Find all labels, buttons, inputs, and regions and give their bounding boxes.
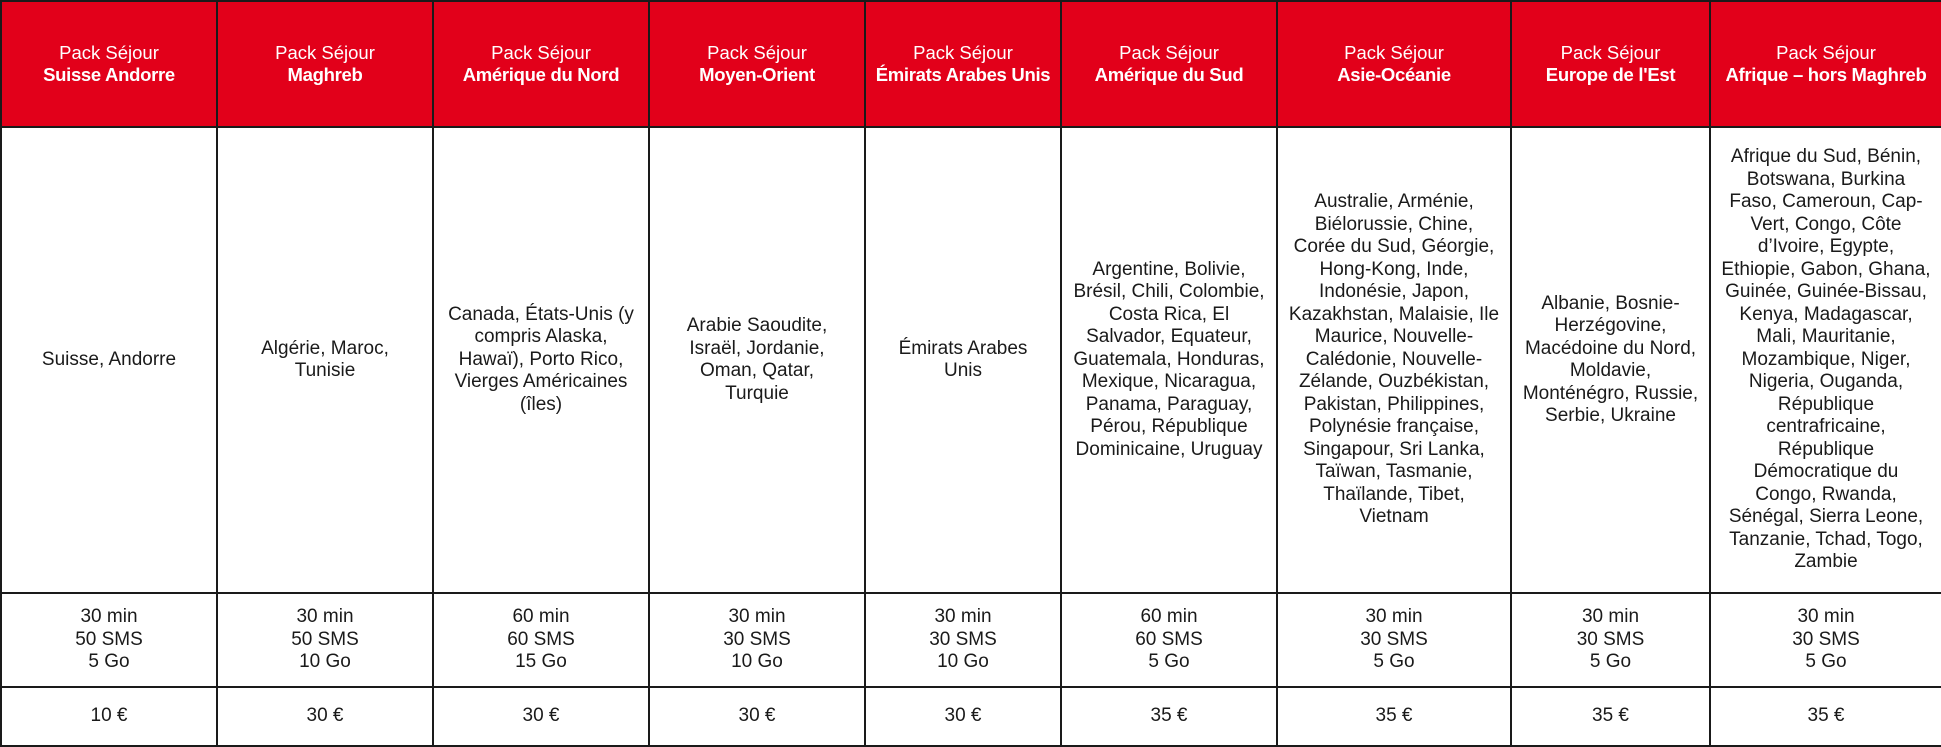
pack-label: Pack Séjour xyxy=(1776,42,1876,63)
minutes-value: 30 min xyxy=(80,606,138,628)
allowance-cell xyxy=(1,593,217,687)
sms-value: 30 SMS xyxy=(929,628,997,650)
minutes-value: 30 min xyxy=(1365,606,1423,628)
allowance-row xyxy=(1,593,1941,687)
allowance-cell xyxy=(1710,593,1941,687)
header-suisse-andorre xyxy=(1,1,217,127)
sms-value: 50 SMS xyxy=(291,628,359,650)
minutes-value: 60 min xyxy=(512,606,570,628)
sms-value: 30 SMS xyxy=(1792,628,1860,650)
allowance-cell xyxy=(217,593,433,687)
allowance-cell xyxy=(649,593,865,687)
pack-name: Moyen-Orient xyxy=(699,64,815,85)
countries-cell: Arabie Saoudite, Israël, Jordanie, Oman, Qatar, Turquie xyxy=(649,127,865,593)
sms-value: 30 SMS xyxy=(1576,628,1645,650)
pack-name: Maghreb xyxy=(287,64,363,85)
pack-name: Europe de l'Est xyxy=(1545,64,1676,85)
pack-label: Pack Séjour xyxy=(913,42,1013,63)
sms-value: 30 SMS xyxy=(723,628,791,650)
pack-name: Amérique du Nord xyxy=(462,64,620,85)
header-asie-oceanie xyxy=(1277,1,1511,127)
price-row xyxy=(1,687,1941,746)
countries-cell: Australie, Arménie, Biélorussie, Chine, Corée du Sud, Géorgie, Hong-Kong, Inde, Indonésie, Japon, Kazakhstan, Malaisie, Ile Maurice, Nouvelle-Calédonie, Nouvelle-Zélande, Ouzbékistan, Pakistan, Philippines, Polynésie française, Singapour, Sri Lanka, Taïwan, Tasmanie, Thaïlande, Tibet, Vietnam xyxy=(1277,127,1511,593)
price-cell: 35 € xyxy=(1511,687,1710,746)
data-value: 10 Go xyxy=(731,651,783,673)
minutes-value: 30 min xyxy=(296,606,354,628)
countries-cell: Suisse, Andorre xyxy=(1,127,217,593)
countries-cell: Afrique du Sud, Bénin, Botswana, Burkina Faso, Cameroun, Cap-Vert, Congo, Côte d’Ivoire, Egypte, Ethiopie, Gabon, Ghana, Guinée, Guinée-Bissau, Kenya, Madagascar, Mali, Mauritanie, Mozambique, Niger, Nigeria, Ouganda, République centrafricaine, République Démocratique du Congo, Rwanda, Sénégal, Sierra Leone, Tanzanie, Tchad, Togo, Zambie xyxy=(1710,127,1941,593)
pack-name: Asie-Océanie xyxy=(1337,64,1451,85)
countries-cell: Albanie, Bosnie-Herzégovine, Macédoine du Nord, Moldavie, Monténégro, Russie, Serbie, Ukraine xyxy=(1511,127,1710,593)
countries-cell: Argentine, Bolivie, Brésil, Chili, Colombie, Costa Rica, El Salvador, Equateur, Guatemala, Honduras, Mexique, Nicaragua, Panama, Paraguay, Pérou, République Dominicaine, Uruguay xyxy=(1061,127,1277,593)
sms-value: 60 SMS xyxy=(1135,628,1203,650)
countries-row xyxy=(1,127,1941,593)
price-cell: 30 € xyxy=(649,687,865,746)
pack-name: Amérique du Sud xyxy=(1094,64,1244,85)
minutes-value: 30 min xyxy=(1797,606,1855,628)
countries-cell: Algérie, Maroc, Tunisie xyxy=(217,127,433,593)
pack-label: Pack Séjour xyxy=(1560,42,1661,63)
header-maghreb xyxy=(217,1,433,127)
price-cell: 35 € xyxy=(1061,687,1277,746)
data-value: 5 Go xyxy=(1589,651,1632,673)
pack-label: Pack Séjour xyxy=(59,42,159,63)
pack-name: Suisse Andorre xyxy=(43,64,175,85)
allowance-cell xyxy=(433,593,649,687)
allowance-cell xyxy=(1277,593,1511,687)
pack-name: Afrique – hors Maghreb xyxy=(1725,64,1927,85)
header-row xyxy=(1,1,1941,127)
price-cell: 30 € xyxy=(865,687,1061,746)
minutes-value: 30 min xyxy=(934,606,992,628)
data-value: 5 Go xyxy=(88,651,130,673)
pack-label: Pack Séjour xyxy=(1344,42,1444,63)
price-cell: 10 € xyxy=(1,687,217,746)
data-value: 10 Go xyxy=(299,651,351,673)
data-value: 5 Go xyxy=(1805,651,1847,673)
pack-label: Pack Séjour xyxy=(491,42,591,63)
countries-cell: Canada, États-Unis (y compris Alaska, Hawaï), Porto Rico, Vierges Américaines (îles) xyxy=(433,127,649,593)
countries-cell: Émirats Arabes Unis xyxy=(865,127,1061,593)
sms-value: 50 SMS xyxy=(75,628,143,650)
header-europe-de-l-est xyxy=(1511,1,1710,127)
data-value: 10 Go xyxy=(937,651,989,673)
header-emirats-arabes-unis xyxy=(865,1,1061,127)
pack-label: Pack Séjour xyxy=(1119,42,1219,63)
minutes-value: 30 min xyxy=(728,606,786,628)
pack-label: Pack Séjour xyxy=(707,42,807,63)
price-cell: 30 € xyxy=(433,687,649,746)
price-cell: 35 € xyxy=(1710,687,1941,746)
header-amerique-du-nord xyxy=(433,1,649,127)
pack-name: Émirats Arabes Unis xyxy=(875,64,1051,85)
minutes-value: 30 min xyxy=(1581,606,1640,628)
header-amerique-du-sud xyxy=(1061,1,1277,127)
data-value: 15 Go xyxy=(515,651,567,673)
header-afrique-hors-maghreb xyxy=(1710,1,1941,127)
allowance-cell xyxy=(1511,593,1710,687)
sms-value: 60 SMS xyxy=(507,628,575,650)
pack-label: Pack Séjour xyxy=(275,42,375,63)
sms-value: 30 SMS xyxy=(1360,628,1428,650)
header-moyen-orient xyxy=(649,1,865,127)
price-cell: 30 € xyxy=(217,687,433,746)
minutes-value: 60 min xyxy=(1140,606,1198,628)
allowance-cell xyxy=(865,593,1061,687)
data-value: 5 Go xyxy=(1148,651,1190,673)
allowance-cell xyxy=(1061,593,1277,687)
data-value: 5 Go xyxy=(1373,651,1415,673)
price-cell: 35 € xyxy=(1277,687,1511,746)
